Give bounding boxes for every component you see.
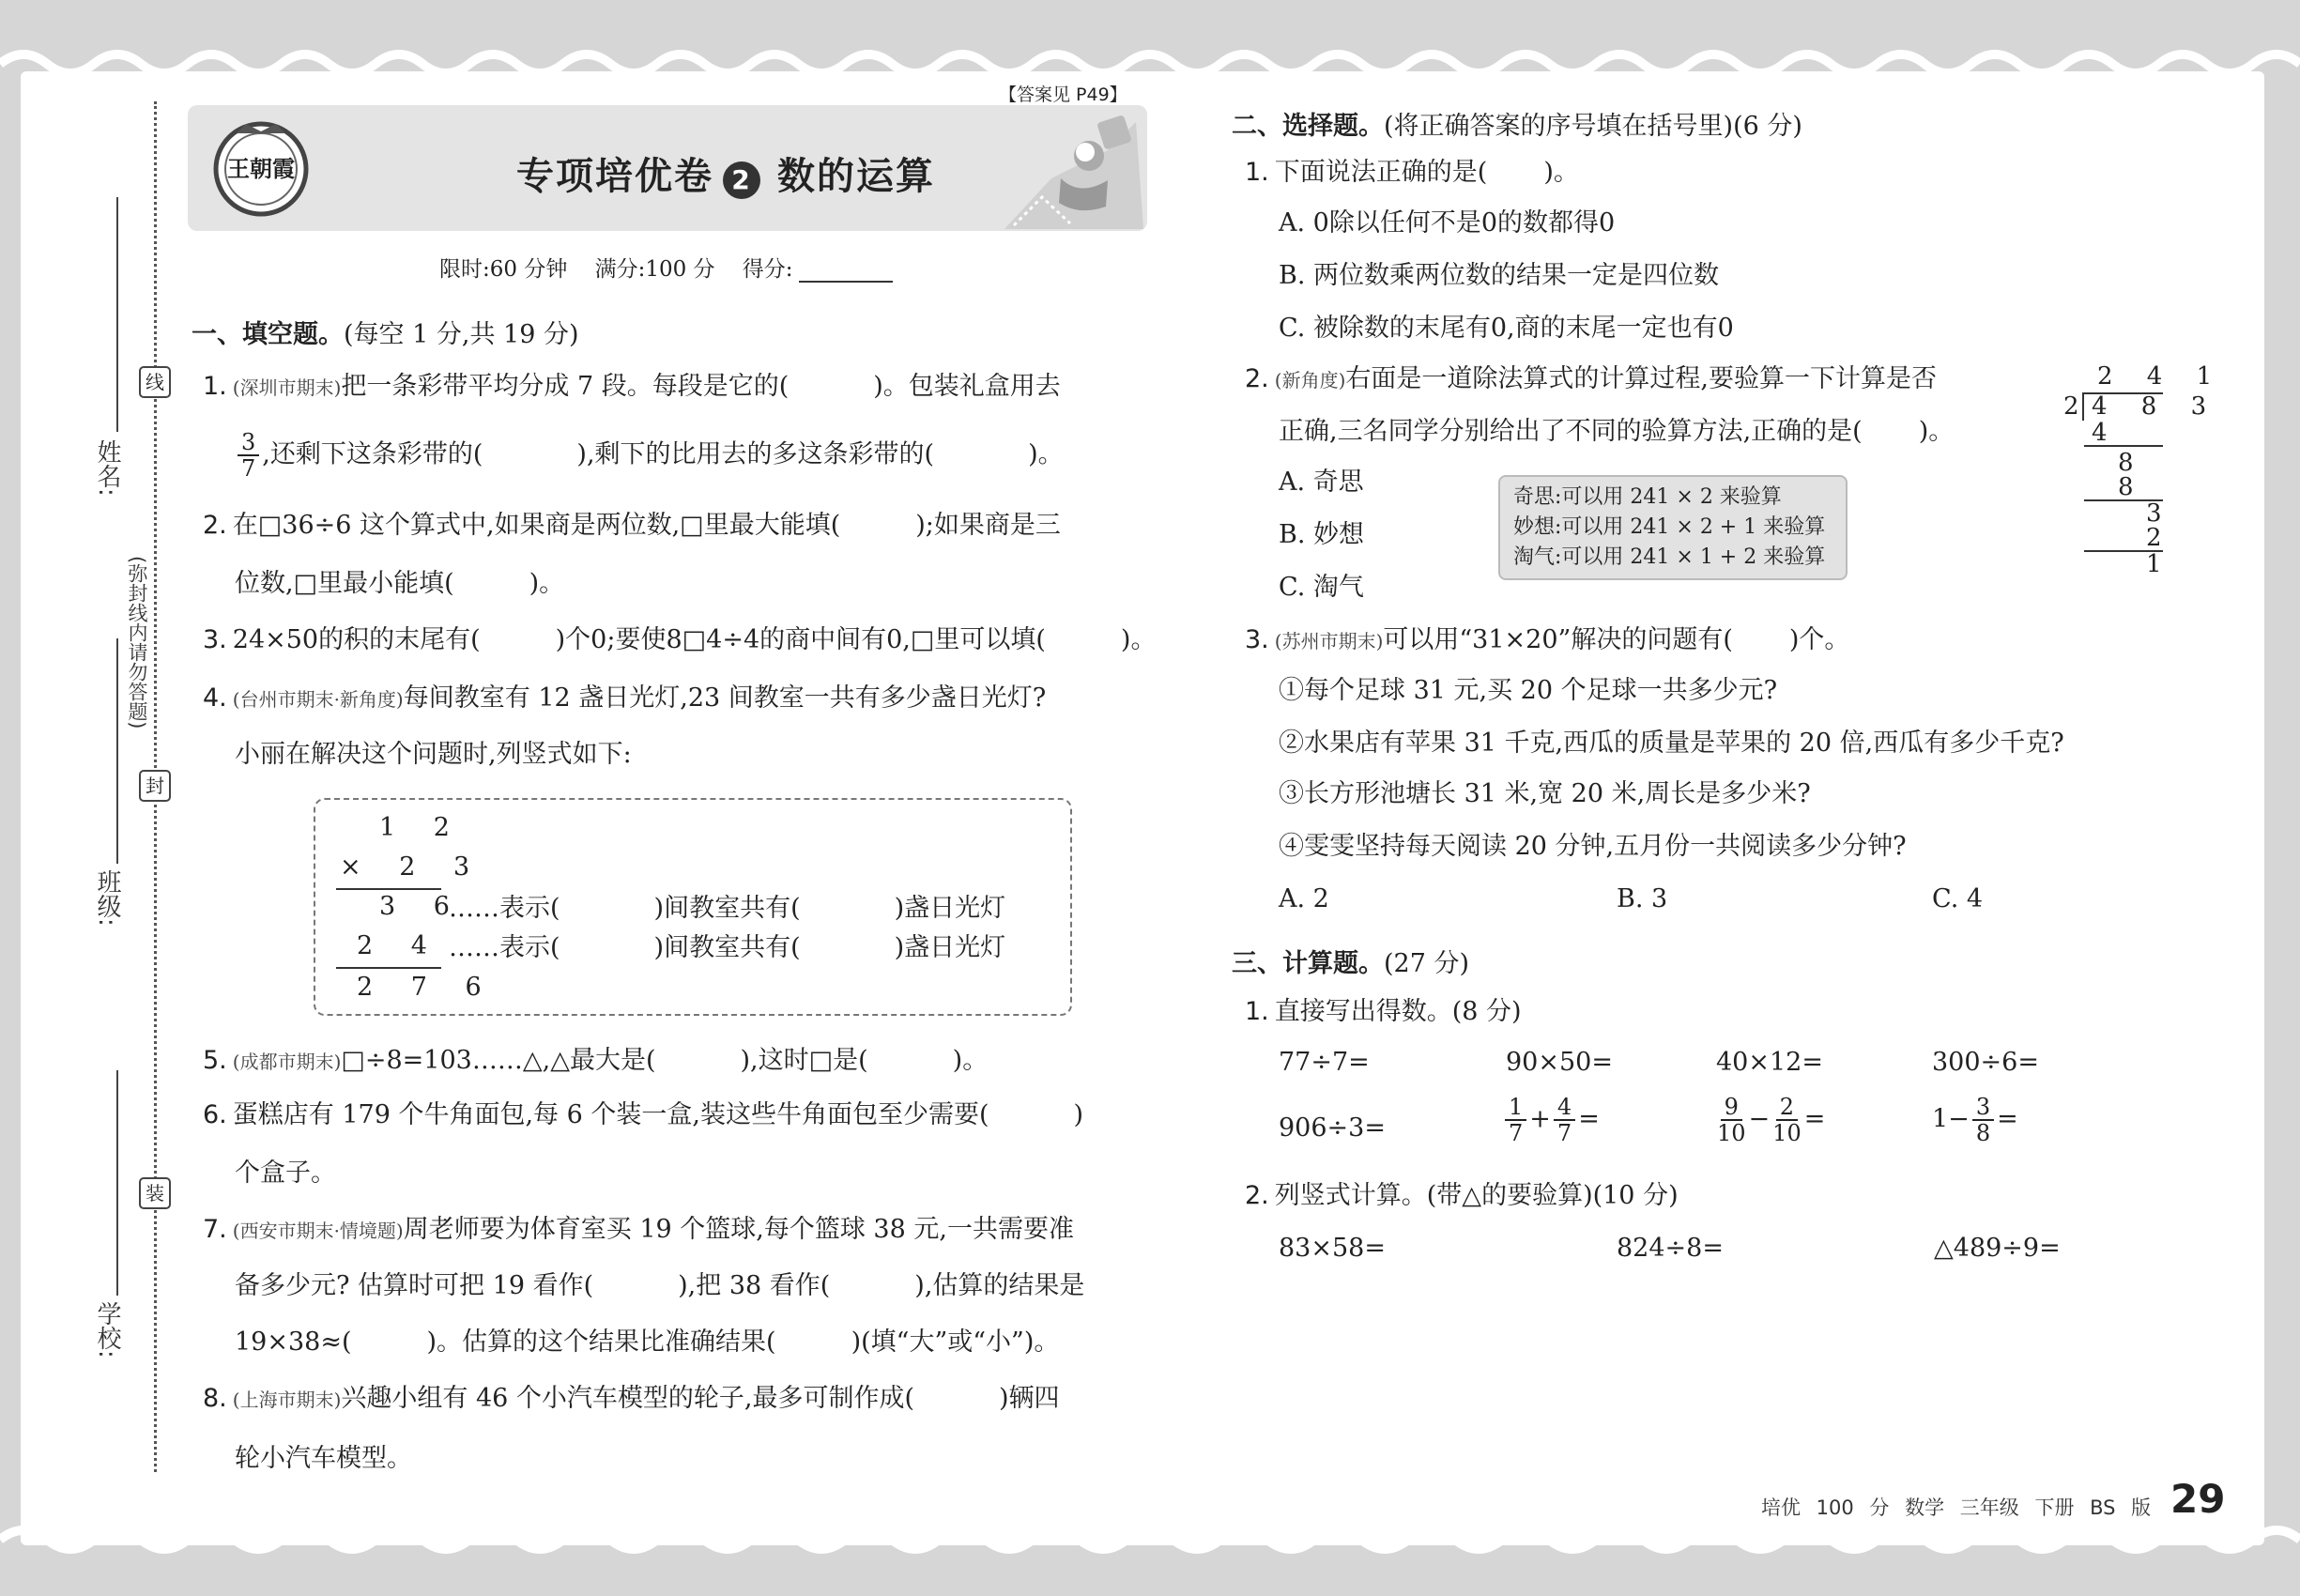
cartoon-character-icon bbox=[995, 113, 1145, 229]
mult-line-1 bbox=[336, 888, 441, 890]
question-1-4: 4. (台州市期末·新角度)每间教室有 12 盏日光灯,23 间教室一共有多少盏日光灯? bbox=[203, 683, 1047, 713]
choice-2-3-b: B. 3 bbox=[1617, 884, 1668, 913]
option-2-2-a: A. 奇思 bbox=[1279, 468, 1364, 497]
calc-77-div-7: 77÷7= bbox=[1279, 1048, 1370, 1077]
verification-hint-box bbox=[1498, 475, 1848, 580]
class-line bbox=[116, 638, 118, 864]
logo-text: 王朝霞 bbox=[227, 155, 295, 182]
calc-90-x-50: 90×50= bbox=[1506, 1048, 1613, 1077]
question-3-2: 2. 列竖式计算。(带△的要验算)(10 分) bbox=[1245, 1181, 1679, 1210]
question-1-7: 7. (西安市期末·情境题)周老师要为体育室买 19 个篮球,每个篮球 38 元,一共需要准 bbox=[203, 1215, 1074, 1244]
mult-line-2 bbox=[336, 967, 441, 969]
div-remainder: 1 bbox=[2146, 550, 2175, 578]
calc-300-div-6: 300÷6= bbox=[1932, 1048, 2039, 1077]
publisher-logo-icon bbox=[208, 116, 314, 220]
choice-2-3-c: C. 4 bbox=[1932, 884, 1984, 913]
option-2-3-2: ②水果店有苹果 31 千克,西瓜的质量是苹果的 20 倍,西瓜有多少千克? bbox=[1279, 729, 2064, 758]
option-2-3-3: ③长方形池塘长 31 米,宽 20 米,周长是多少米? bbox=[1279, 779, 1811, 808]
div-step-2: 8 bbox=[2118, 449, 2147, 477]
mult-row-3: 3 6 bbox=[379, 892, 465, 921]
question-1-3: 3. 24×50的积的末尾有( )个0;要使8□4÷4的商中间有0,□里可以填( )。 bbox=[203, 625, 1157, 654]
option-2-3-4: ④雯雯坚持每天阅读 20 分钟,五月份一共阅读多少分钟? bbox=[1279, 832, 1907, 861]
calc-83-x-58: 83×58= bbox=[1279, 1234, 1386, 1263]
school-line bbox=[116, 1070, 118, 1296]
line-marker: 线 bbox=[139, 366, 171, 398]
question-1-7-cont2: 19×38≈( )。估算的这个结果比准确结果( )(填“大”或“小”)。 bbox=[235, 1327, 1060, 1357]
calc-824-div-8: 824÷8= bbox=[1617, 1234, 1724, 1263]
title-number-badge: 2 bbox=[723, 161, 760, 199]
book-info: 培优 100 分 数学 三年级 下册 BS 版 bbox=[1761, 1496, 2152, 1519]
option-2-2-b: B. 妙想 bbox=[1279, 520, 1365, 549]
full-score: 满分:100 分 bbox=[594, 257, 715, 282]
mult-row-1: 1 2 bbox=[379, 813, 465, 842]
seal-marker: 封 bbox=[139, 770, 171, 802]
page-title bbox=[516, 146, 935, 200]
question-1-6: 6. 蛋糕店有 179 个牛角面包,每 6 个装一盒,装这些牛角面包至少需要( ) bbox=[203, 1100, 1084, 1129]
name-line bbox=[116, 197, 118, 432]
option-2-1-b: B. 两位数乘两位数的结果一定是四位数 bbox=[1279, 261, 1720, 290]
div-step-5: 2 bbox=[2146, 524, 2175, 552]
question-1-4-cont: 小丽在解决这个问题时,列竖式如下: bbox=[235, 740, 632, 769]
time-limit: 限时:60 分钟 bbox=[439, 257, 568, 282]
section-2-heading: 二、选择题。(将正确答案的序号填在括号里)(6 分) bbox=[1232, 112, 1802, 141]
no-answer-warning: (弥封线内请勿答题) bbox=[126, 556, 148, 729]
title-prefix: 专项培优卷 bbox=[516, 155, 713, 198]
div-step-1: 4 bbox=[2092, 419, 2121, 447]
class-label: 班级: bbox=[93, 869, 121, 927]
hint-taoqi: 淘气:可以用 241 × 1 + 2 来验算 bbox=[1513, 545, 1826, 569]
mult-explain-1: ……表示( )间教室共有( )盏日光灯 bbox=[449, 894, 1006, 923]
fraction-3-7: $\frac{3}{7}$ bbox=[238, 430, 259, 481]
question-1-1-cont: $\frac{3}{7}$ ,还剩下这条彩带的( ),剩下的比用去的多这条彩带的( )。 bbox=[235, 430, 1064, 481]
question-1-6-cont: 个盒子。 bbox=[235, 1159, 336, 1188]
calc-906-div-3: 906÷3= bbox=[1279, 1113, 1386, 1143]
hint-miaoxiang: 妙想:可以用 241 × 2 + 1 来验算 bbox=[1513, 515, 1826, 539]
question-2-2-cont: 正确,三名同学分别给出了不同的验算方法,正确的是( )。 bbox=[1279, 417, 1955, 446]
mult-row-4: 2 4 bbox=[357, 931, 442, 960]
title-banner bbox=[188, 105, 1147, 231]
div-dividend: 4 8 3 bbox=[2092, 392, 2220, 421]
calc-40-x-12: 40×12= bbox=[1716, 1048, 1823, 1077]
hint-qisi: 奇思:可以用 241 × 2 来验算 bbox=[1513, 485, 1782, 509]
div-divisor: 2 bbox=[2063, 392, 2093, 421]
section-3-heading: 三、计算题。(27 分) bbox=[1232, 949, 1470, 978]
question-3-1: 1. 直接写出得数。(8 分) bbox=[1245, 997, 1522, 1026]
calc-frac-sub: $\frac{9}{10}$ − $\frac{2}{10}$ = bbox=[1717, 1094, 1826, 1146]
question-1-8: 8. (上海市期末)兴趣小组有 46 个小汽车模型的轮子,最多可制作成( )辆四 bbox=[203, 1384, 1060, 1413]
wavy-border-bottom bbox=[0, 1521, 2300, 1558]
question-1-2-cont: 位数,□里最小能填( )。 bbox=[235, 569, 565, 598]
question-2-3: 3. (苏州市期末)可以用“31×20”解决的问题有( )个。 bbox=[1245, 625, 1850, 654]
mult-row-2: × 2 3 bbox=[340, 852, 485, 882]
div-step-4: 3 bbox=[2146, 499, 2175, 528]
question-1-1: 1. (深圳市期末)把一条彩带平均分成 7 段。每段是它的( )。包装礼盒用去 bbox=[203, 372, 1061, 401]
question-1-2: 2. 在□36÷6 这个算式中,如果商是两位数,□里最大能填( );如果商是三 bbox=[203, 511, 1061, 540]
calc-one-minus-frac: 1− $\frac{3}{8}$ = bbox=[1932, 1094, 2018, 1146]
question-1-5: 5. (成都市期末)□÷8=103……△,△最大是( ),这时□是( )。 bbox=[203, 1046, 989, 1075]
question-1-7-cont: 备多少元? 估算时可把 19 看作( ),把 38 看作( ),估算的结果是 bbox=[235, 1271, 1085, 1300]
exam-meta bbox=[439, 252, 893, 283]
page-number: 29 bbox=[2170, 1476, 2226, 1522]
div-quotient: 2 4 1 bbox=[2097, 362, 2226, 391]
option-2-1-a: A. 0除以任何不是0的数都得0 bbox=[1279, 208, 1616, 238]
school-label: 学校: bbox=[93, 1301, 121, 1358]
div-line-1 bbox=[2084, 445, 2163, 447]
choice-2-3-a: A. 2 bbox=[1279, 884, 1329, 913]
mult-row-5: 2 7 6 bbox=[357, 973, 497, 1002]
div-step-3: 8 bbox=[2118, 473, 2147, 501]
score-label: 得分: bbox=[742, 257, 793, 282]
title-main: 数的运算 bbox=[777, 155, 935, 198]
option-2-2-c: C. 淘气 bbox=[1279, 573, 1364, 602]
question-2-2: 2. (新角度)右面是一道除法算式的计算过程,要验算一下计算是否 bbox=[1245, 364, 1937, 393]
binding-marker: 装 bbox=[139, 1177, 171, 1209]
calc-489-div-9: △489÷9= bbox=[1934, 1234, 2061, 1263]
mult-explain-2: ……表示( )间教室共有( )盏日光灯 bbox=[449, 933, 1006, 962]
question-2-1: 1. 下面说法正确的是( )。 bbox=[1245, 158, 1579, 187]
div-bracket bbox=[2082, 392, 2084, 421]
name-label: 姓名: bbox=[93, 439, 121, 497]
option-2-3-1: ①每个足球 31 元,买 20 个足球一共多少元? bbox=[1279, 676, 1778, 705]
calc-frac-add: $\frac{1}{7}$ + $\frac{4}{7}$ = bbox=[1502, 1095, 1600, 1145]
question-1-8-cont: 轮小汽车模型。 bbox=[235, 1444, 412, 1473]
section-1-heading: 一、填空题。(每空 1 分,共 19 分) bbox=[192, 320, 579, 349]
option-2-1-c: C. 被除数的末尾有0,商的末尾一定也有0 bbox=[1279, 314, 1734, 343]
score-blank[interactable] bbox=[799, 281, 893, 283]
answer-reference: 【答案见 P49】 bbox=[999, 84, 1127, 105]
